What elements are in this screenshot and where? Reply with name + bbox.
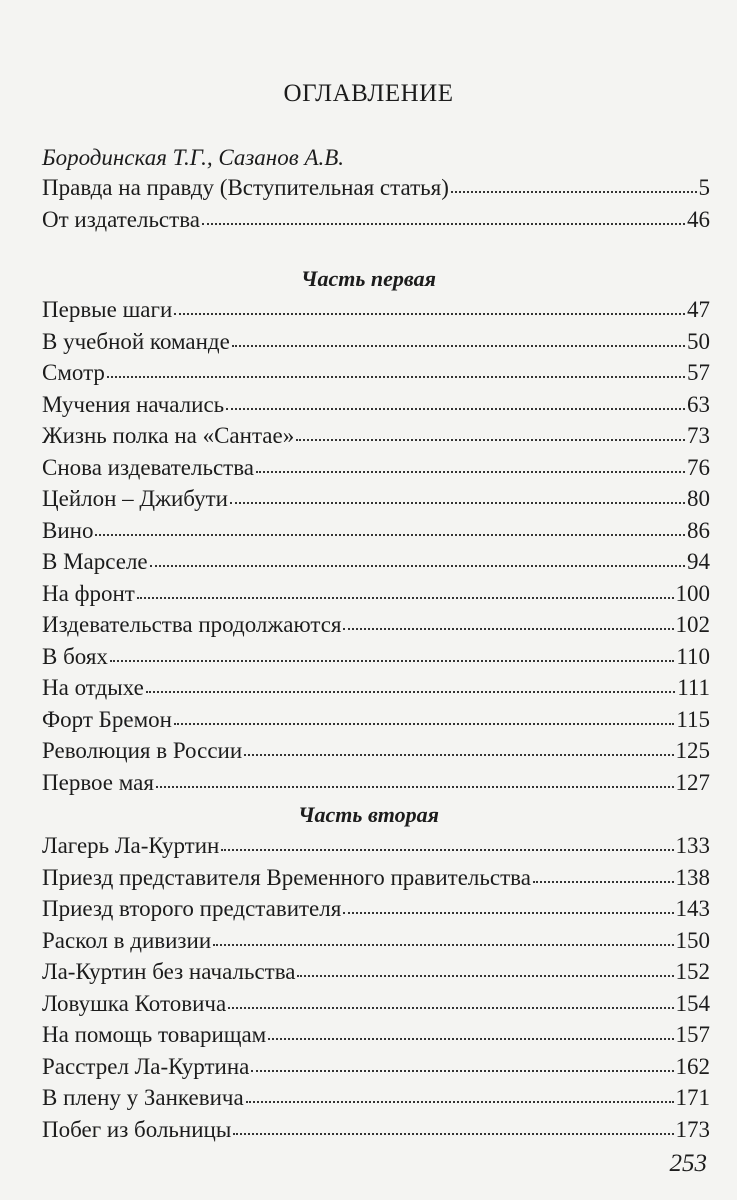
- toc-entry-page: 143: [675, 896, 710, 921]
- toc-entry-title: Расстрел Ла-Куртина: [42, 1053, 250, 1079]
- toc-entry-title: На помощь товарищам: [42, 1022, 267, 1047]
- toc-entry-title: Вино: [42, 517, 94, 543]
- dot-leader: [156, 786, 674, 788]
- section-title-part1: Часть первая: [301, 266, 436, 291]
- toc-entry: [42, 515, 710, 547]
- toc-entry: [42, 988, 710, 1020]
- toc-entry-page: 102: [675, 612, 710, 637]
- toc-entry-page: 50: [687, 328, 710, 354]
- toc-entry: [42, 420, 710, 452]
- dot-leader: [232, 345, 685, 347]
- dot-leader: [297, 975, 673, 977]
- dot-leader: [233, 1133, 673, 1135]
- dot-leader: [150, 565, 685, 567]
- dot-leader: [251, 1070, 673, 1072]
- toc-entry-title: От издательства: [42, 206, 200, 232]
- toc-entry-page: 5: [698, 175, 710, 200]
- dot-leader: [174, 313, 685, 315]
- toc-entry: [42, 452, 710, 484]
- toc-entry: [42, 172, 710, 204]
- toc-entry-title: Жизнь полка на «Сантае»: [42, 423, 295, 448]
- toc-entry-title: Ла-Куртин без начальства: [42, 959, 296, 984]
- dot-leader: [107, 376, 685, 378]
- toc-entry: [42, 578, 710, 610]
- toc-entry-page: 57: [687, 360, 710, 385]
- toc-entry-page: 63: [687, 391, 710, 417]
- toc-entry-page: 133: [675, 833, 710, 858]
- toc-entry-title: Мучения начались: [42, 391, 225, 417]
- toc-entry: [42, 641, 710, 673]
- part2-toc: [42, 830, 710, 1145]
- toc-entry-page: 173: [675, 1116, 710, 1142]
- toc-entry-page: 150: [675, 927, 710, 953]
- toc-entry-page: 127: [675, 769, 710, 795]
- toc-entry: [42, 1019, 710, 1051]
- toc-entry-title: Издевательства продолжаются: [42, 612, 342, 637]
- toc-entry: [42, 767, 710, 799]
- dot-leader: [343, 628, 673, 630]
- toc-entry-page: 154: [675, 990, 710, 1016]
- toc-entry-title: В боях: [42, 643, 108, 669]
- toc-entry: [42, 956, 710, 988]
- toc-entry-title: Ловушка Котовича: [42, 990, 227, 1016]
- toc-entry: [42, 483, 710, 515]
- part1-toc: [42, 294, 710, 798]
- toc-entry-page: 86: [687, 517, 710, 543]
- section-title-part2: Часть вторая: [298, 802, 439, 827]
- dot-leader: [230, 502, 685, 504]
- toc-entry-page: 111: [677, 675, 710, 700]
- toc-entry: [42, 672, 710, 704]
- toc-entry-page: 73: [687, 423, 710, 448]
- toc-entry: [42, 326, 710, 358]
- toc-entry-title: Побег из больницы: [42, 1116, 232, 1142]
- dot-leader: [146, 691, 675, 693]
- toc-entry-title: Форт Бремон: [42, 706, 172, 732]
- toc-entry: [42, 925, 710, 957]
- toc-entry-page: 110: [676, 643, 710, 669]
- toc-entry-page: 152: [675, 959, 710, 984]
- dot-leader: [343, 912, 673, 914]
- page-number: 253: [669, 1150, 707, 1177]
- toc-entry-title: Первые шаги: [42, 297, 173, 322]
- toc-entry-page: 138: [675, 864, 710, 890]
- dot-leader: [226, 408, 685, 410]
- toc-entry: [42, 1082, 710, 1114]
- toc-entry: [42, 830, 710, 862]
- dot-leader: [228, 1007, 673, 1009]
- toc-entry-title: Смотр: [42, 360, 105, 385]
- toc-entry-title: Приезд представителя Временного правительства: [42, 864, 531, 890]
- dot-leader: [221, 849, 673, 851]
- toc-entry-title: Раскол в дивизии: [42, 927, 212, 953]
- toc-entry-page: 162: [675, 1053, 710, 1079]
- toc-entry: [42, 204, 710, 236]
- toc-entry: [42, 546, 710, 578]
- toc-entry: [42, 735, 710, 767]
- dot-leader: [268, 1038, 673, 1040]
- toc-entry-title: На фронт: [42, 580, 135, 606]
- toc-entry-title: Цейлон – Джибути: [42, 486, 228, 511]
- toc-entry-title: В учебной команде: [42, 328, 230, 354]
- toc-entry-title: Первое мая: [42, 769, 154, 795]
- toc-entry: [42, 704, 710, 736]
- toc-entry-title: Правда на правду (Вступительная статья): [42, 175, 449, 200]
- page-title: ОГЛАВЛЕНИЕ: [283, 80, 454, 107]
- dot-leader: [137, 597, 674, 599]
- toc-entry: [42, 357, 710, 389]
- toc-entry-title: В Марселе: [42, 549, 148, 574]
- dot-leader: [296, 439, 685, 441]
- toc-entry-page: 76: [687, 454, 710, 480]
- toc-entry-page: 80: [687, 486, 710, 511]
- dot-leader: [202, 223, 685, 225]
- toc-entry-page: 115: [676, 706, 710, 732]
- toc-entry-page: 125: [675, 738, 710, 763]
- toc-entry: [42, 893, 710, 925]
- dot-leader: [451, 191, 697, 193]
- toc-entry-title: Революция в России: [42, 738, 243, 763]
- toc-entry: [42, 389, 710, 421]
- toc-entry: [42, 294, 710, 326]
- toc-entry-title: Снова издевательства: [42, 454, 254, 480]
- toc-entry: [42, 1114, 710, 1146]
- toc-entry: [42, 1051, 710, 1083]
- toc-entry-title: Приезд второго представителя: [42, 896, 342, 921]
- toc-entry-page: 157: [675, 1022, 710, 1047]
- toc-entry: [42, 609, 710, 641]
- dot-leader: [533, 881, 674, 883]
- dot-leader: [95, 534, 685, 536]
- toc-entry-page: 47: [687, 297, 710, 322]
- toc-entry-page: 171: [675, 1085, 710, 1110]
- dot-leader: [213, 944, 673, 946]
- dot-leader: [246, 1101, 674, 1103]
- authors-line: Бородинская Т.Г., Сазанов А.В.: [42, 145, 345, 170]
- toc-entry: [42, 862, 710, 894]
- toc-entry-title: На отдыхе: [42, 675, 144, 700]
- intro-toc: [42, 172, 710, 235]
- toc-entry-title: В плену у Занкевича: [42, 1085, 244, 1110]
- toc-entry-page: 94: [687, 549, 710, 574]
- toc-entry-title: Лагерь Ла-Куртин: [42, 833, 220, 858]
- dot-leader: [256, 471, 685, 473]
- dot-leader: [174, 723, 674, 725]
- toc-entry-page: 46: [687, 206, 710, 232]
- dot-leader: [110, 660, 674, 662]
- toc-entry-page: 100: [675, 580, 710, 606]
- dot-leader: [244, 754, 673, 756]
